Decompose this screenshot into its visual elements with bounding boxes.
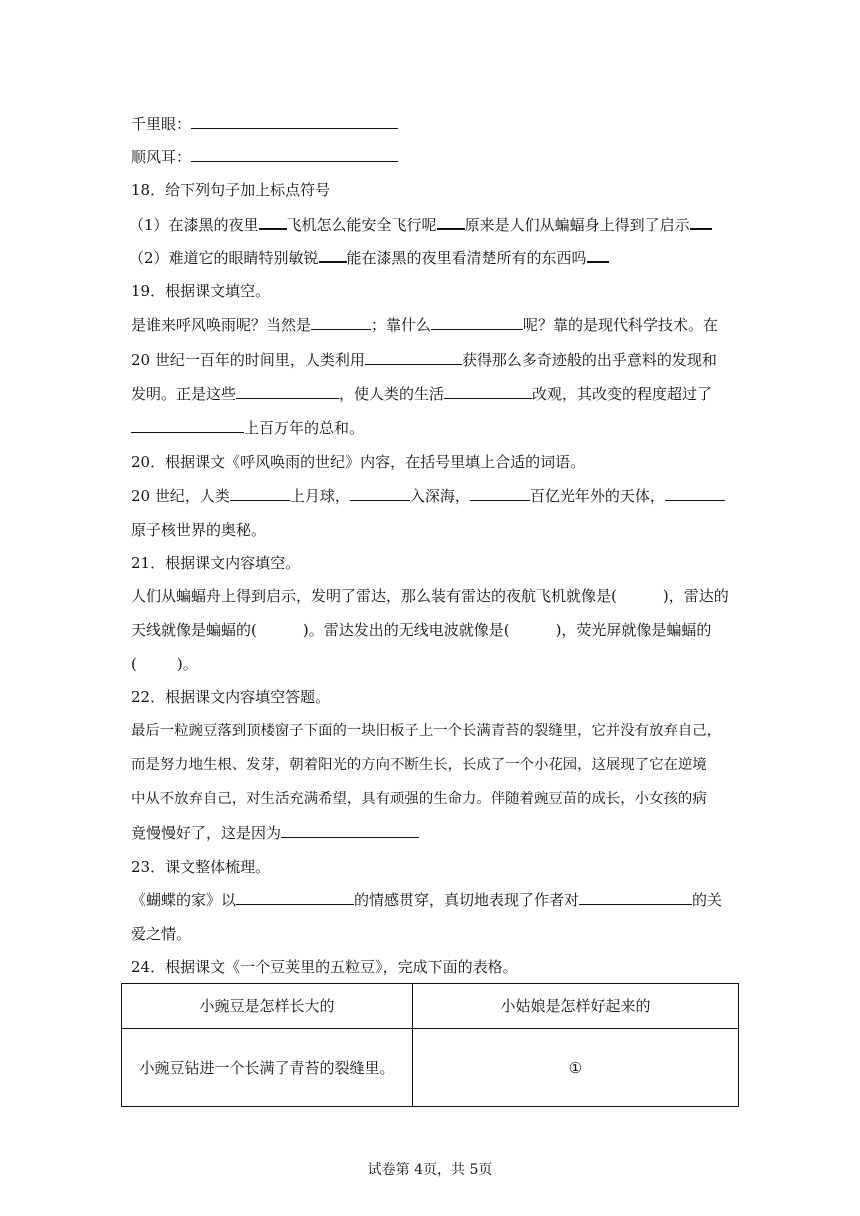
q19-blank-4[interactable] bbox=[236, 384, 339, 399]
q24-header-right: 小姑娘是怎样好起来的 bbox=[413, 984, 739, 1029]
q22-l4-text: 竟慢慢好了，这是因为 bbox=[131, 824, 282, 842]
q18-s1-text-a: （1）在漆黑的夜里 bbox=[129, 216, 259, 234]
q24-cell-right[interactable]: ① bbox=[413, 1029, 739, 1107]
q18-sentence-1 bbox=[129, 214, 712, 235]
q18-s2-blank-2[interactable] bbox=[587, 247, 609, 263]
q21-l3-text-a: ( bbox=[131, 655, 137, 673]
q19-l3-text-c: 改观，其改变的程度超过了 bbox=[532, 385, 713, 403]
q19-l1-text-b: ；靠什么 bbox=[371, 316, 432, 334]
q24-table-row bbox=[122, 1029, 739, 1107]
q18-sentence-2 bbox=[129, 247, 609, 268]
q18-s1-blank-1[interactable] bbox=[259, 214, 287, 230]
q19-blank-1[interactable] bbox=[311, 315, 371, 330]
q22-line-4 bbox=[131, 823, 419, 843]
q19-title: 19．根据课文填空。 bbox=[131, 282, 271, 300]
q21-l3-text-b: )。 bbox=[176, 655, 198, 673]
q20-blank-4[interactable] bbox=[665, 486, 725, 501]
q20-blank-3[interactable] bbox=[470, 486, 530, 501]
q20-l1-text-b: 上月球， bbox=[289, 487, 350, 505]
q22-line-3: 中从不放弃自己，对生活充满希望，具有顽强的生命力。伴随着豌豆苗的成长，小女孩的病 bbox=[131, 791, 707, 807]
shunfenger-label: 顺风耳： bbox=[131, 148, 192, 166]
q20-line-1 bbox=[131, 486, 725, 506]
q21-line-2 bbox=[131, 620, 711, 640]
q22-blank[interactable] bbox=[281, 823, 419, 838]
q18-s1-blank-3[interactable] bbox=[690, 214, 712, 230]
q21-l2-text-a: 天线就像是蝙蝠的( bbox=[131, 621, 257, 639]
q22-title: 22．根据课文内容填空答题。 bbox=[131, 688, 331, 706]
q20-line-2: 原子核世界的奥秘。 bbox=[131, 521, 267, 539]
q24-table-header-row bbox=[122, 984, 739, 1029]
q19-l1-text-a: 是谁来呼风唤雨呢？当然是 bbox=[131, 316, 312, 334]
q18-s2-text-b: 能在漆黑的夜里看清楚所有的东西吗 bbox=[346, 249, 587, 267]
q23-l1-text-a: 《蝴蝶的家》以 bbox=[131, 891, 237, 909]
q21-l2-text-b: )。雷达发出的无线电波就像是( bbox=[302, 621, 510, 639]
q21-line-1 bbox=[131, 586, 729, 606]
q23-l1-text-b: 的情感贯穿，真切地表现了作者对 bbox=[354, 891, 580, 909]
q19-blank-6[interactable] bbox=[131, 418, 244, 433]
q21-l2-text-c: )，荧光屏就像是蝙蝠的 bbox=[555, 621, 712, 639]
qianliyan-blank[interactable] bbox=[191, 114, 398, 129]
q20-blank-1[interactable] bbox=[230, 486, 290, 501]
q22-line-1: 最后一粒豌豆落到顶楼窗子下面的一块旧板子上一个长满青苔的裂缝里，它并没有放弃自己， bbox=[131, 723, 722, 739]
q19-line-4 bbox=[131, 418, 364, 438]
q19-l2-text-a: 20 世纪一百年的时间里，人类利用 bbox=[131, 351, 365, 369]
q18-s1-text-b: 飞机怎么能安全飞行呢 bbox=[286, 216, 437, 234]
q20-title: 20．根据课文《呼风唤雨的世纪》内容，在括号里填上合适的词语。 bbox=[131, 453, 586, 471]
q20-l1-text-d: 百亿光年外的天体， bbox=[529, 487, 665, 505]
q17-qianliyan-line bbox=[131, 114, 398, 134]
q23-line-2: 爱之情。 bbox=[131, 925, 192, 943]
q19-l2-text-b: 获得那么多奇迹般的出乎意料的发现和 bbox=[461, 351, 717, 369]
q24-table bbox=[121, 983, 739, 1107]
q19-l4-text-a: 上百万年的总和。 bbox=[244, 419, 365, 437]
q24-header-left: 小豌豆是怎样长大的 bbox=[122, 984, 413, 1029]
page-footer: 试卷第 4页，共 5页 bbox=[367, 1162, 493, 1178]
q19-l1-text-c: 呢？靠的是现代科学技术。在 bbox=[523, 316, 719, 334]
q19-line-2 bbox=[131, 350, 717, 370]
q21-l1-text-a: 人们从蝙蝠舟上得到启示，发明了雷达，那么装有雷达的夜航飞机就像是( bbox=[131, 587, 617, 605]
q21-title: 21．根据课文内容填空。 bbox=[131, 554, 301, 572]
q18-s2-blank-1[interactable] bbox=[319, 247, 347, 263]
q21-line-3 bbox=[131, 654, 198, 674]
q19-line-1 bbox=[131, 315, 718, 335]
q24-cell-left: 小豌豆钻进一个长满了青苔的裂缝里。 bbox=[122, 1029, 413, 1107]
shunfenger-blank[interactable] bbox=[191, 147, 398, 162]
q20-blank-2[interactable] bbox=[350, 486, 410, 501]
q17-shunfenger-line bbox=[131, 147, 398, 167]
q19-l3-text-a: 发明。正是这些 bbox=[131, 385, 237, 403]
q19-blank-2[interactable] bbox=[431, 315, 523, 330]
q20-l1-text-c: 入深海， bbox=[409, 487, 470, 505]
q18-title: 18．给下列句子加上标点符号 bbox=[131, 181, 331, 199]
q18-s1-text-c: 原来是人们从蝙蝠身上得到了启示 bbox=[464, 216, 690, 234]
q20-l1-text-a: 20 世纪，人类 bbox=[131, 487, 230, 505]
q19-blank-5[interactable] bbox=[444, 384, 532, 399]
q23-l1-text-c: 的关 bbox=[692, 891, 723, 909]
q21-l1-text-b: )，雷达的 bbox=[662, 587, 729, 605]
q23-title: 23．课文整体梳理。 bbox=[131, 858, 271, 876]
qianliyan-label: 千里眼： bbox=[131, 115, 192, 133]
q23-blank-2[interactable] bbox=[579, 890, 692, 905]
q19-blank-3[interactable] bbox=[365, 350, 462, 365]
q23-line-1 bbox=[131, 890, 722, 910]
q24-title: 24．根据课文《一个豆荚里的五粒豆》，完成下面的表格。 bbox=[131, 958, 518, 976]
q19-line-3 bbox=[131, 384, 712, 404]
q22-line-2: 而是努力地生根、发芽，朝着阳光的方向不断生长，长成了一个小花园，这展现了它在逆境 bbox=[131, 757, 707, 773]
q23-blank-1[interactable] bbox=[236, 890, 354, 905]
q18-s1-blank-2[interactable] bbox=[437, 214, 465, 230]
q18-s2-text-a: （2）难道它的眼睛特别敏锐 bbox=[129, 249, 319, 267]
q19-l3-text-b: ，使人类的生活 bbox=[339, 385, 445, 403]
